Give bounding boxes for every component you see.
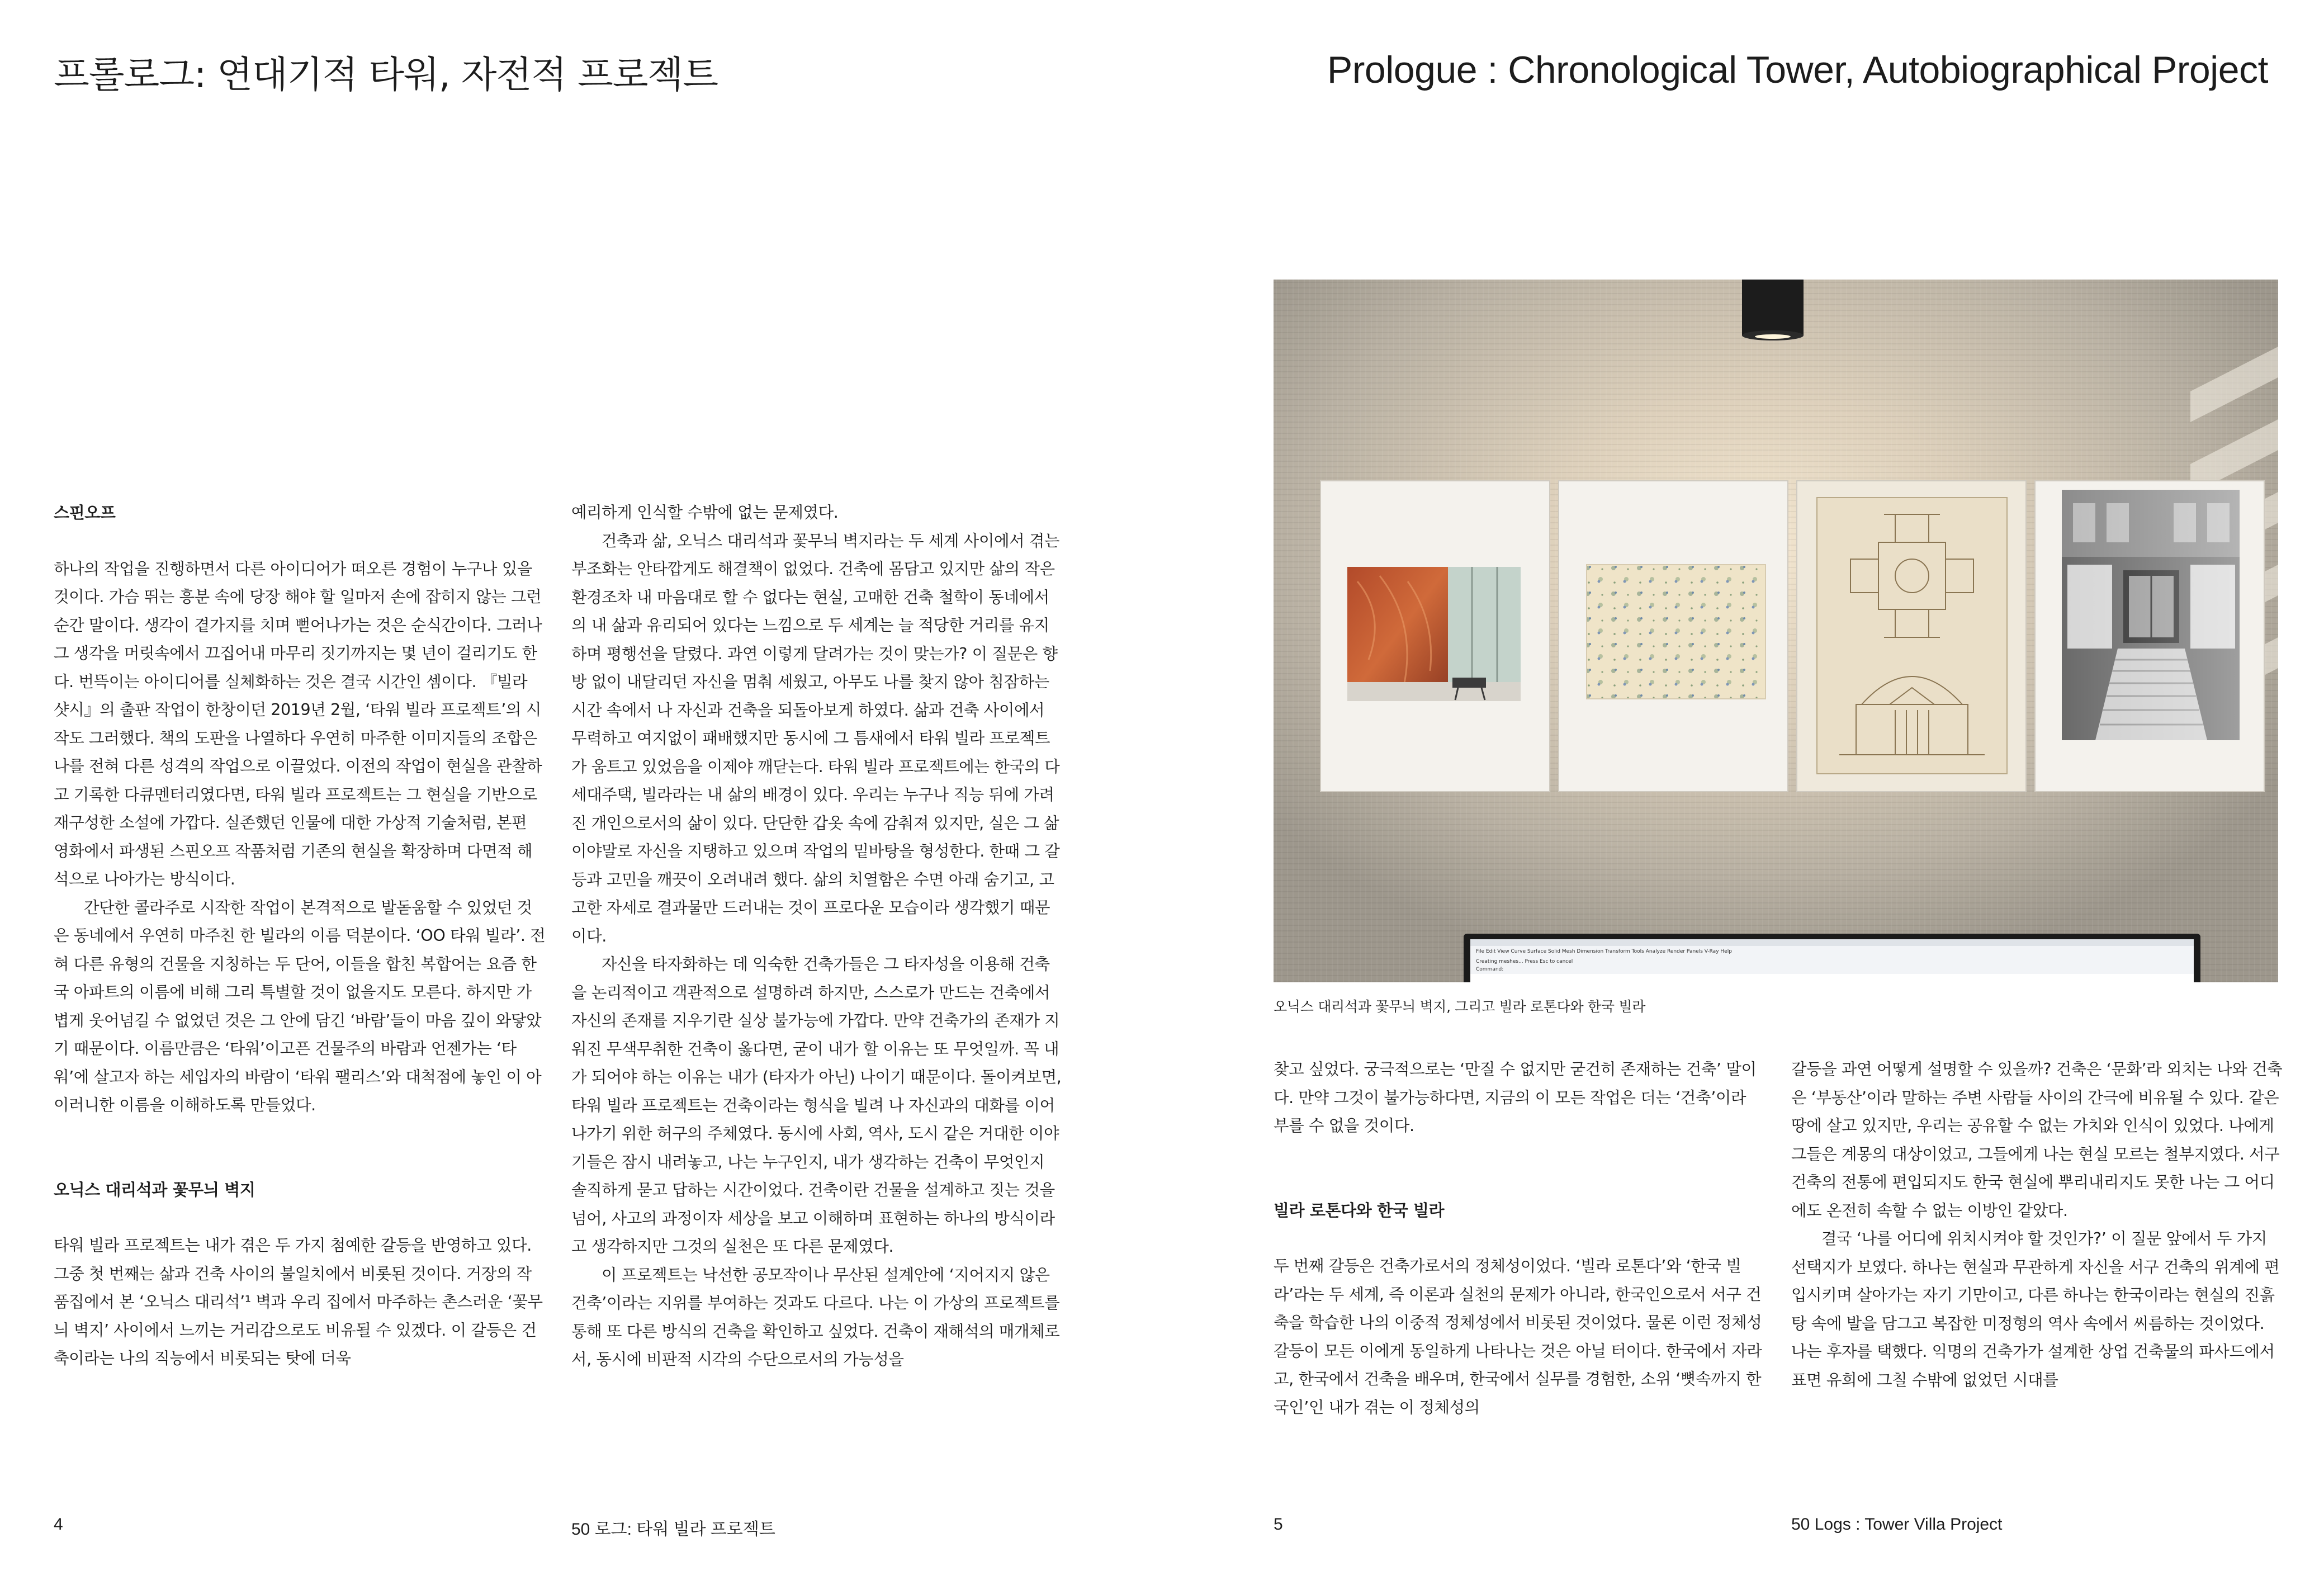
body-paragraph: 건축과 삶, 오닉스 대리석과 꽃무늬 벽지라는 두 세계 사이에서 겪는 부조화는 안타깝게도 해결책이 없었다. 건축에 몸담고 있지만 삶의 작은 환경조차 내 마음대로 할 수 없다는 현실, 고매한 건축 철학이 동네에서의 내 삶과 유리되어 있다는 느낌으로 두 세계는 늘 적당한 거리를 유지하며 평행선을 달렸다. 과연 이렇게 달려가는 것이 맞는가? 이 질문은 향방 없이 내달리던 자신을 멈춰 세웠고, 아무도 나를 찾지 않아 침잠하는 시간 속에서 나 자신과 건축을 되돌아보게 하였다. 삶과 건축 사이에서 무력하고 여지없이 패배했지만 동시에 그 틈새에서 타워 빌라 프로젝트가 움트고 있었음을 이제야 깨닫는다. 타워 빌라 프로젝트에는 한국의 다세대주택, 빌라라는 내 삶의 배경이 있다. 우리는 누구나 직능 뒤에 가려진 개인으로서의 삶이 있다. 단단한 갑옷 속에 감춰져 있지만, 실은 그 삶이야말로 자신을 지탱하고 있으며 작업의 밑바탕을 형성한다. 한때 그 갈등과 고민을 깨끗이 오려내려 했다. 삶의 치열함은 수면 아래 숨기고, 고고한 자세로 결과물만 드러내는 것이 프로다운 모습이라 생각했기 때문이다. (571, 531, 1060, 945)
body-paragraph: 간단한 콜라주로 시작한 작업이 본격적으로 발돋움할 수 있었던 것은 동네에서 우연히 마주친 한 빌라의 이름 덕분이다. ‘OO 타워 빌라’. 전혀 다른 유형의 건물을 지칭하는 두 단어, 이들을 합친 복합어는 요즘 한국 아파트의 이름에 비해 그리 특별할 것이 없을지도 모른다. 하지만 가볍게 웃어넘길 수 없었던 것은 그 안에 담긴 ‘바람’들이 마음 깊이 와닿았기 때문이다. 이름만큼은 ‘타워’이고픈 건물주의 바람과 언젠가는 ‘타워’에 살고자 하는 세입자의 바람이 ‘타워 팰리스’와 대척점에 놓인 이 아이러니한 이름을 이해하도록 만들었다. (54, 898, 546, 1114)
text-column-right-2 (1791, 1056, 2283, 1394)
section-heading: 스핀오프 (54, 503, 116, 522)
text-column-right-1 (1274, 1056, 1766, 1422)
body-paragraph: 하나의 작업을 진행하면서 다른 아이디어가 떠오른 경험이 누구나 있을 것이다. 가슴 뛰는 흥분 속에 당장 해야 할 일마저 손에 잡히지 않는 그런 순간 말이다. 생각이 곁가지를 치며 뻗어나가는 것은 순식간이다. 그러나 그 생각을 머릿속에서 끄집어내 마무리 짓기까지는 몇 년이 걸리기도 한다. 번뜩이는 아이디어를 실체화하는 것은 결국 시간인 셈이다. 『빌라 샷시』의 출판 작업이 한창이던 2019년 2월, ‘타워 빌라 프로젝트’의 시작도 그러했다. 책의 도판을 나열하다 우연히 마주한 이미지들의 조합은 나를 전혀 다른 성격의 작업으로 이끌었다. 이전의 작업이 현실을 관찰하고 기록한 다큐멘터리였다면, 타워 빌라 프로젝트는 그 현실을 기반으로 재구성한 소설에 가깝다. 실존했던 인물에 대한 가상적 기술처럼, 본편 영화에서 파생된 스핀오프 작품처럼 기존의 현실을 확장하며 다면적 해석으로 나아가는 방식이다. (54, 559, 542, 888)
section-heading: 빌라 로톤다와 한국 빌라 (1274, 1200, 1445, 1220)
body-paragraph: 이 프로젝트는 낙선한 공모작이나 무산된 설계안에 ‘지어지지 않은 건축’이라는 지위를 부여하는 것과도 다르다. 나는 이 가상의 프로젝트를 통해 또 다른 방식의 건축을 확인하고 싶었다. 건축이 재해석의 매개체로서, 동시에 비판적 시각의 수단으로서의 가능성을 (571, 1265, 1060, 1369)
spacer (54, 1120, 546, 1176)
print-onyx-marble (1320, 481, 1550, 792)
print-villa-rotonda-drawing (1797, 481, 2026, 792)
monitor-menu-bar: File Edit View Curve Surface Solid Mesh Dimension Transform Tools Analyze Render Panels V-Ray Help (1476, 949, 1732, 954)
page-title-english: Prologue : Chronological Tower, Autobiographical Project (1327, 49, 2268, 91)
photo-caption: 오닉스 대리석과 꽃무늬 벽지, 그리고 빌라 로톤다와 한국 빌라 (1274, 999, 1646, 1015)
page-number-right: 5 (1274, 1515, 1283, 1534)
monitor-command-line-2: Command: (1476, 967, 1504, 972)
body-paragraph: 두 번째 갈등은 건축가로서의 정체성이었다. ‘빌라 로톤다’와 ‘한국 빌라’라는 두 세계, 즉 이론과 실천의 문제가 아니라, 한국인으로서 서구 건축을 학습한 나의 이중적 정체성에서 비롯된 것이었다. 물론 이런 정체성 갈등이 모든 이에게 동일하게 나타나는 것은 아닐 터이다. 한국에서 자라고, 한국에서 건축을 배우며, 한국에서 실무를 경험한, 소위 ‘뼛속까지 한국인’인 내가 겪는 이 정체성의 (1274, 1257, 1762, 1417)
body-paragraph: 자신을 타자화하는 데 익숙한 건축가들은 그 타자성을 이용해 건축을 논리적이고 객관적으로 설명하려 하지만, 스스로가 만드는 건축에서 자신의 존재를 지우기란 실상 불가능에 가깝다. 만약 건축가의 존재가 지워진 무색무취한 건축이 옳다면, 굳이 내가 할 이유는 또 무엇일까. 꼭 내가 되어야 하는 이유는 내가 (타자가 아닌) 나이기 때문이다. 돌이켜보면, 타워 빌라 프로젝트는 건축이라는 형식을 빌려 나 자신과의 대화를 이어 나가기 위한 허구의 주체였다. 동시에 사회, 역사, 도시 같은 거대한 이야기들은 잠시 내려놓고, 나는 누구인지, 내가 생각하는 건축이 무엇인지 솔직하게 묻고 답하는 시간이었다. 건축이란 건물을 설계하고 짓는 것을 넘어, 사고의 과정이자 세상을 보고 이해하며 표현하는 하나의 방식이라고 생각하지만 그것의 실천은 또 다른 문제였다. (571, 955, 1062, 1256)
page-title-korean: 프롤로그: 연대기적 타워, 자전적 프로젝트 (54, 53, 718, 96)
print-flower-wallpaper (1559, 481, 1788, 792)
monitor-command-line-1: Creating meshes... Press Esc to cancel (1476, 959, 1573, 964)
running-footer-left: 50 로그: 타워 빌라 프로젝트 (571, 1520, 775, 1539)
spacer (1274, 1141, 1766, 1196)
body-paragraph: 예리하게 인식할 수밖에 없는 문제였다. (571, 503, 839, 522)
body-paragraph: 갈등을 과연 어떻게 설명할 수 있을까? 건축은 ‘문화’라 외치는 나와 건축은 ‘부동산’이라 말하는 주변 사람들 사이의 간극에 비유될 수 있다. 같은 땅에 살고 있지만, 우리는 공유할 수 없는 가치와 인식이 있었다. 나에게 그들은 계몽의 대상이었고, 그들에게 나는 현실 모르는 철부지였다. 서구 건축의 전통에 편입되지도 한국 현실에 뿌리내리지도 못한 나는 그 어디에도 온전히 속할 수 없는 이방인 같았다. (1791, 1060, 2283, 1220)
exhibition-photo (1274, 280, 2278, 982)
section-heading: 오닉스 대리석과 꽃무늬 벽지 (54, 1180, 255, 1199)
text-column-left-1 (54, 499, 546, 1373)
spacer (1274, 1224, 1766, 1252)
spacer (54, 527, 546, 555)
body-paragraph: 결국 ‘나를 어디에 위치시켜야 할 것인가?’ 이 질문 앞에서 두 가지 선택지가 보였다. 하나는 현실과 무관하게 자신을 서구 건축의 위계에 편입시키며 살아가는 자기 기만이고, 다른 하나는 한국이라는 현실의 진흙탕 속에 발을 담그고 복잡한 미정형의 역사 속에서 씨름하는 것이었다. 나는 후자를 택했다. 익명의 건축가가 설계한 상업 건축물의 파사드에서 표면 유희에 그칠 수밖에 없었던 시대를 (1791, 1229, 2280, 1389)
text-column-left-2 (571, 499, 1063, 1374)
print-korean-villa-photo (2035, 481, 2264, 792)
page-number-left: 4 (54, 1515, 63, 1534)
pendant-lamp (1742, 280, 1804, 340)
body-paragraph: 타워 빌라 프로젝트는 내가 겪은 두 가지 첨예한 갈등을 반영하고 있다. 그중 첫 번째는 삶과 건축 사이의 불일치에서 비롯된 것이다. 거장의 작품집에서 본 ‘오닉스 대리석’¹ 벽과 우리 집에서 마주하는 촌스러운 ‘꽃무늬 벽지’ 사이에서 느끼는 거리감으로도 비유될 수 있겠다. 이 갈등은 건축이라는 나의 직능에서 비롯되는 탓에 더욱 (54, 1236, 543, 1368)
computer-monitor (1464, 934, 2200, 982)
spacer (54, 1204, 546, 1232)
body-paragraph: 찾고 싶었다. 궁극적으로는 ‘만질 수 없지만 굳건히 존재하는 건축’ 말이다. 만약 그것이 불가능하다면, 지금의 이 모든 작업은 더는 ‘건축’이라 부를 수 없을 것이다. (1274, 1060, 1757, 1135)
running-footer-right: 50 Logs : Tower Villa Project (1791, 1515, 2003, 1534)
